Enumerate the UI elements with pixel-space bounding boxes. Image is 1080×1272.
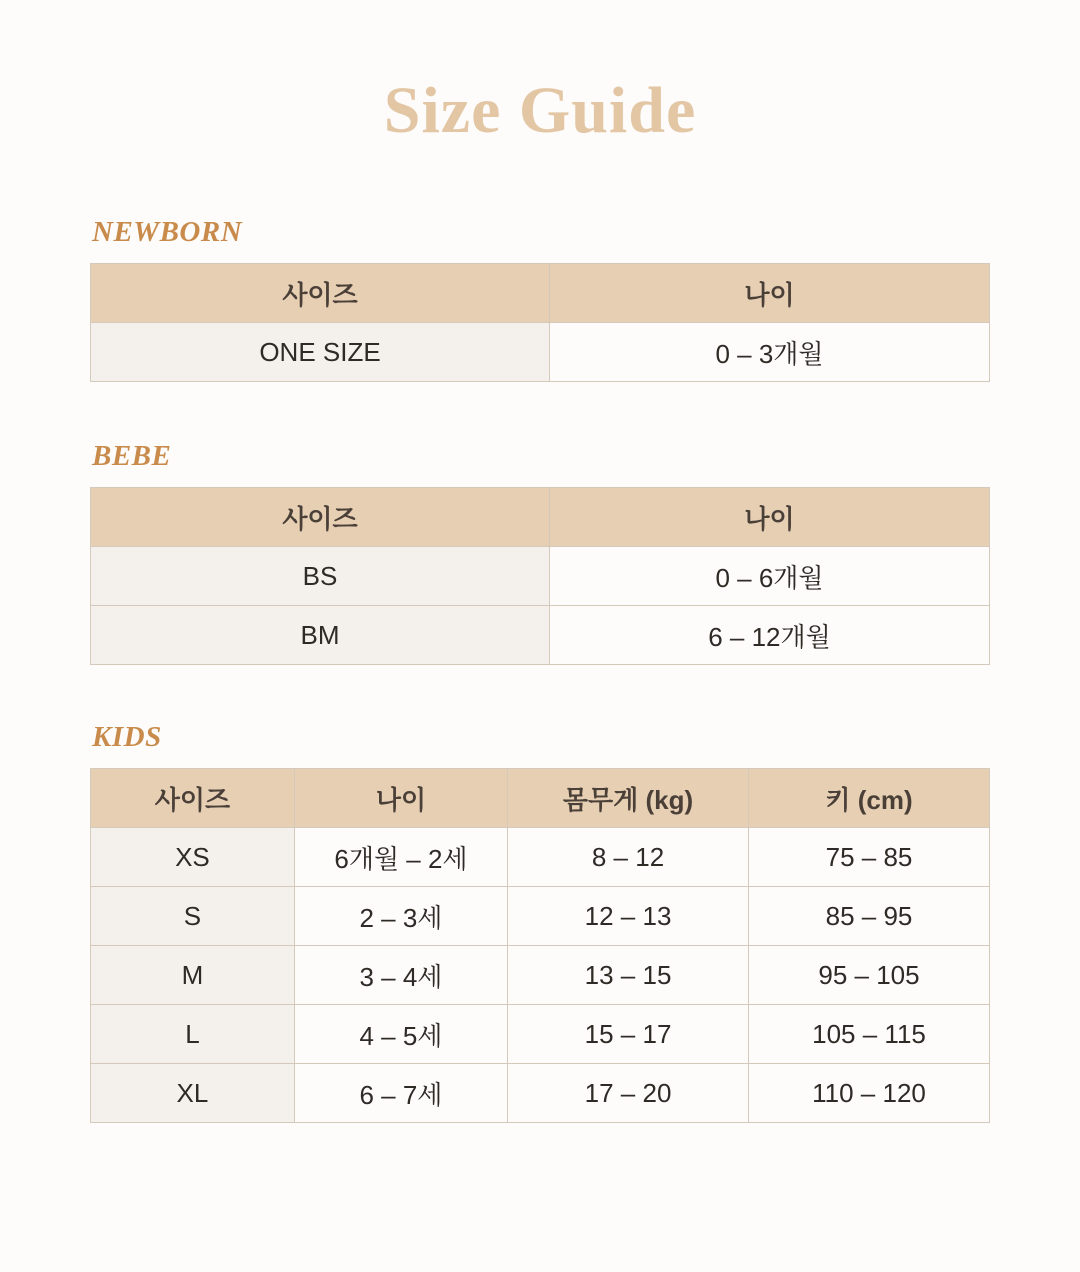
cell-size: BM xyxy=(91,606,550,665)
cell-size: S xyxy=(91,887,295,946)
cell-age: 6 – 7세 xyxy=(294,1064,507,1123)
cell-weight: 17 – 20 xyxy=(508,1064,749,1123)
cell-age: 2 – 3세 xyxy=(294,887,507,946)
cell-size: ONE SIZE xyxy=(91,323,550,382)
section-newborn xyxy=(90,216,990,382)
section-label-kids: KIDS xyxy=(92,721,162,753)
table-header-row xyxy=(91,769,990,828)
cell-weight: 13 – 15 xyxy=(508,946,749,1005)
column-header-age: 나이 xyxy=(550,488,990,547)
cell-weight: 12 – 13 xyxy=(508,887,749,946)
cell-size: XS xyxy=(91,828,295,887)
cell-height: 75 – 85 xyxy=(749,828,990,887)
cell-age: 6개월 – 2세 xyxy=(294,828,507,887)
size-table-bebe xyxy=(90,487,990,665)
table-row xyxy=(91,946,990,1005)
size-table-kids xyxy=(90,768,990,1123)
table-row xyxy=(91,887,990,946)
section-label-newborn: NEWBORN xyxy=(92,216,243,248)
cell-height: 105 – 115 xyxy=(749,1005,990,1064)
page-title: Size Guide xyxy=(383,74,697,147)
table-row xyxy=(91,547,990,606)
cell-size: XL xyxy=(91,1064,295,1123)
table-header-row xyxy=(91,488,990,547)
section-bebe xyxy=(90,440,990,665)
column-header-weight: 몸무게 (kg) xyxy=(508,769,749,828)
cell-height: 110 – 120 xyxy=(749,1064,990,1123)
column-header-age: 나이 xyxy=(294,769,507,828)
table-row xyxy=(91,1005,990,1064)
section-kids xyxy=(90,721,990,1123)
table-row xyxy=(91,1064,990,1123)
column-header-size: 사이즈 xyxy=(91,769,295,828)
section-label-bebe: BEBE xyxy=(92,440,172,472)
column-header-size: 사이즈 xyxy=(91,264,550,323)
size-table-newborn xyxy=(90,263,990,382)
cell-size: M xyxy=(91,946,295,1005)
column-header-size: 사이즈 xyxy=(91,488,550,547)
cell-age: 0 – 3개월 xyxy=(550,323,990,382)
table-row xyxy=(91,828,990,887)
cell-weight: 8 – 12 xyxy=(508,828,749,887)
column-header-age: 나이 xyxy=(550,264,990,323)
cell-weight: 15 – 17 xyxy=(508,1005,749,1064)
cell-height: 95 – 105 xyxy=(749,946,990,1005)
column-header-height: 키 (cm) xyxy=(749,769,990,828)
cell-size: BS xyxy=(91,547,550,606)
cell-size: L xyxy=(91,1005,295,1064)
table-header-row xyxy=(91,264,990,323)
cell-age: 4 – 5세 xyxy=(294,1005,507,1064)
cell-age: 6 – 12개월 xyxy=(550,606,990,665)
table-row xyxy=(91,606,990,665)
cell-age: 3 – 4세 xyxy=(294,946,507,1005)
table-row xyxy=(91,323,990,382)
cell-height: 85 – 95 xyxy=(749,887,990,946)
cell-age: 0 – 6개월 xyxy=(550,547,990,606)
